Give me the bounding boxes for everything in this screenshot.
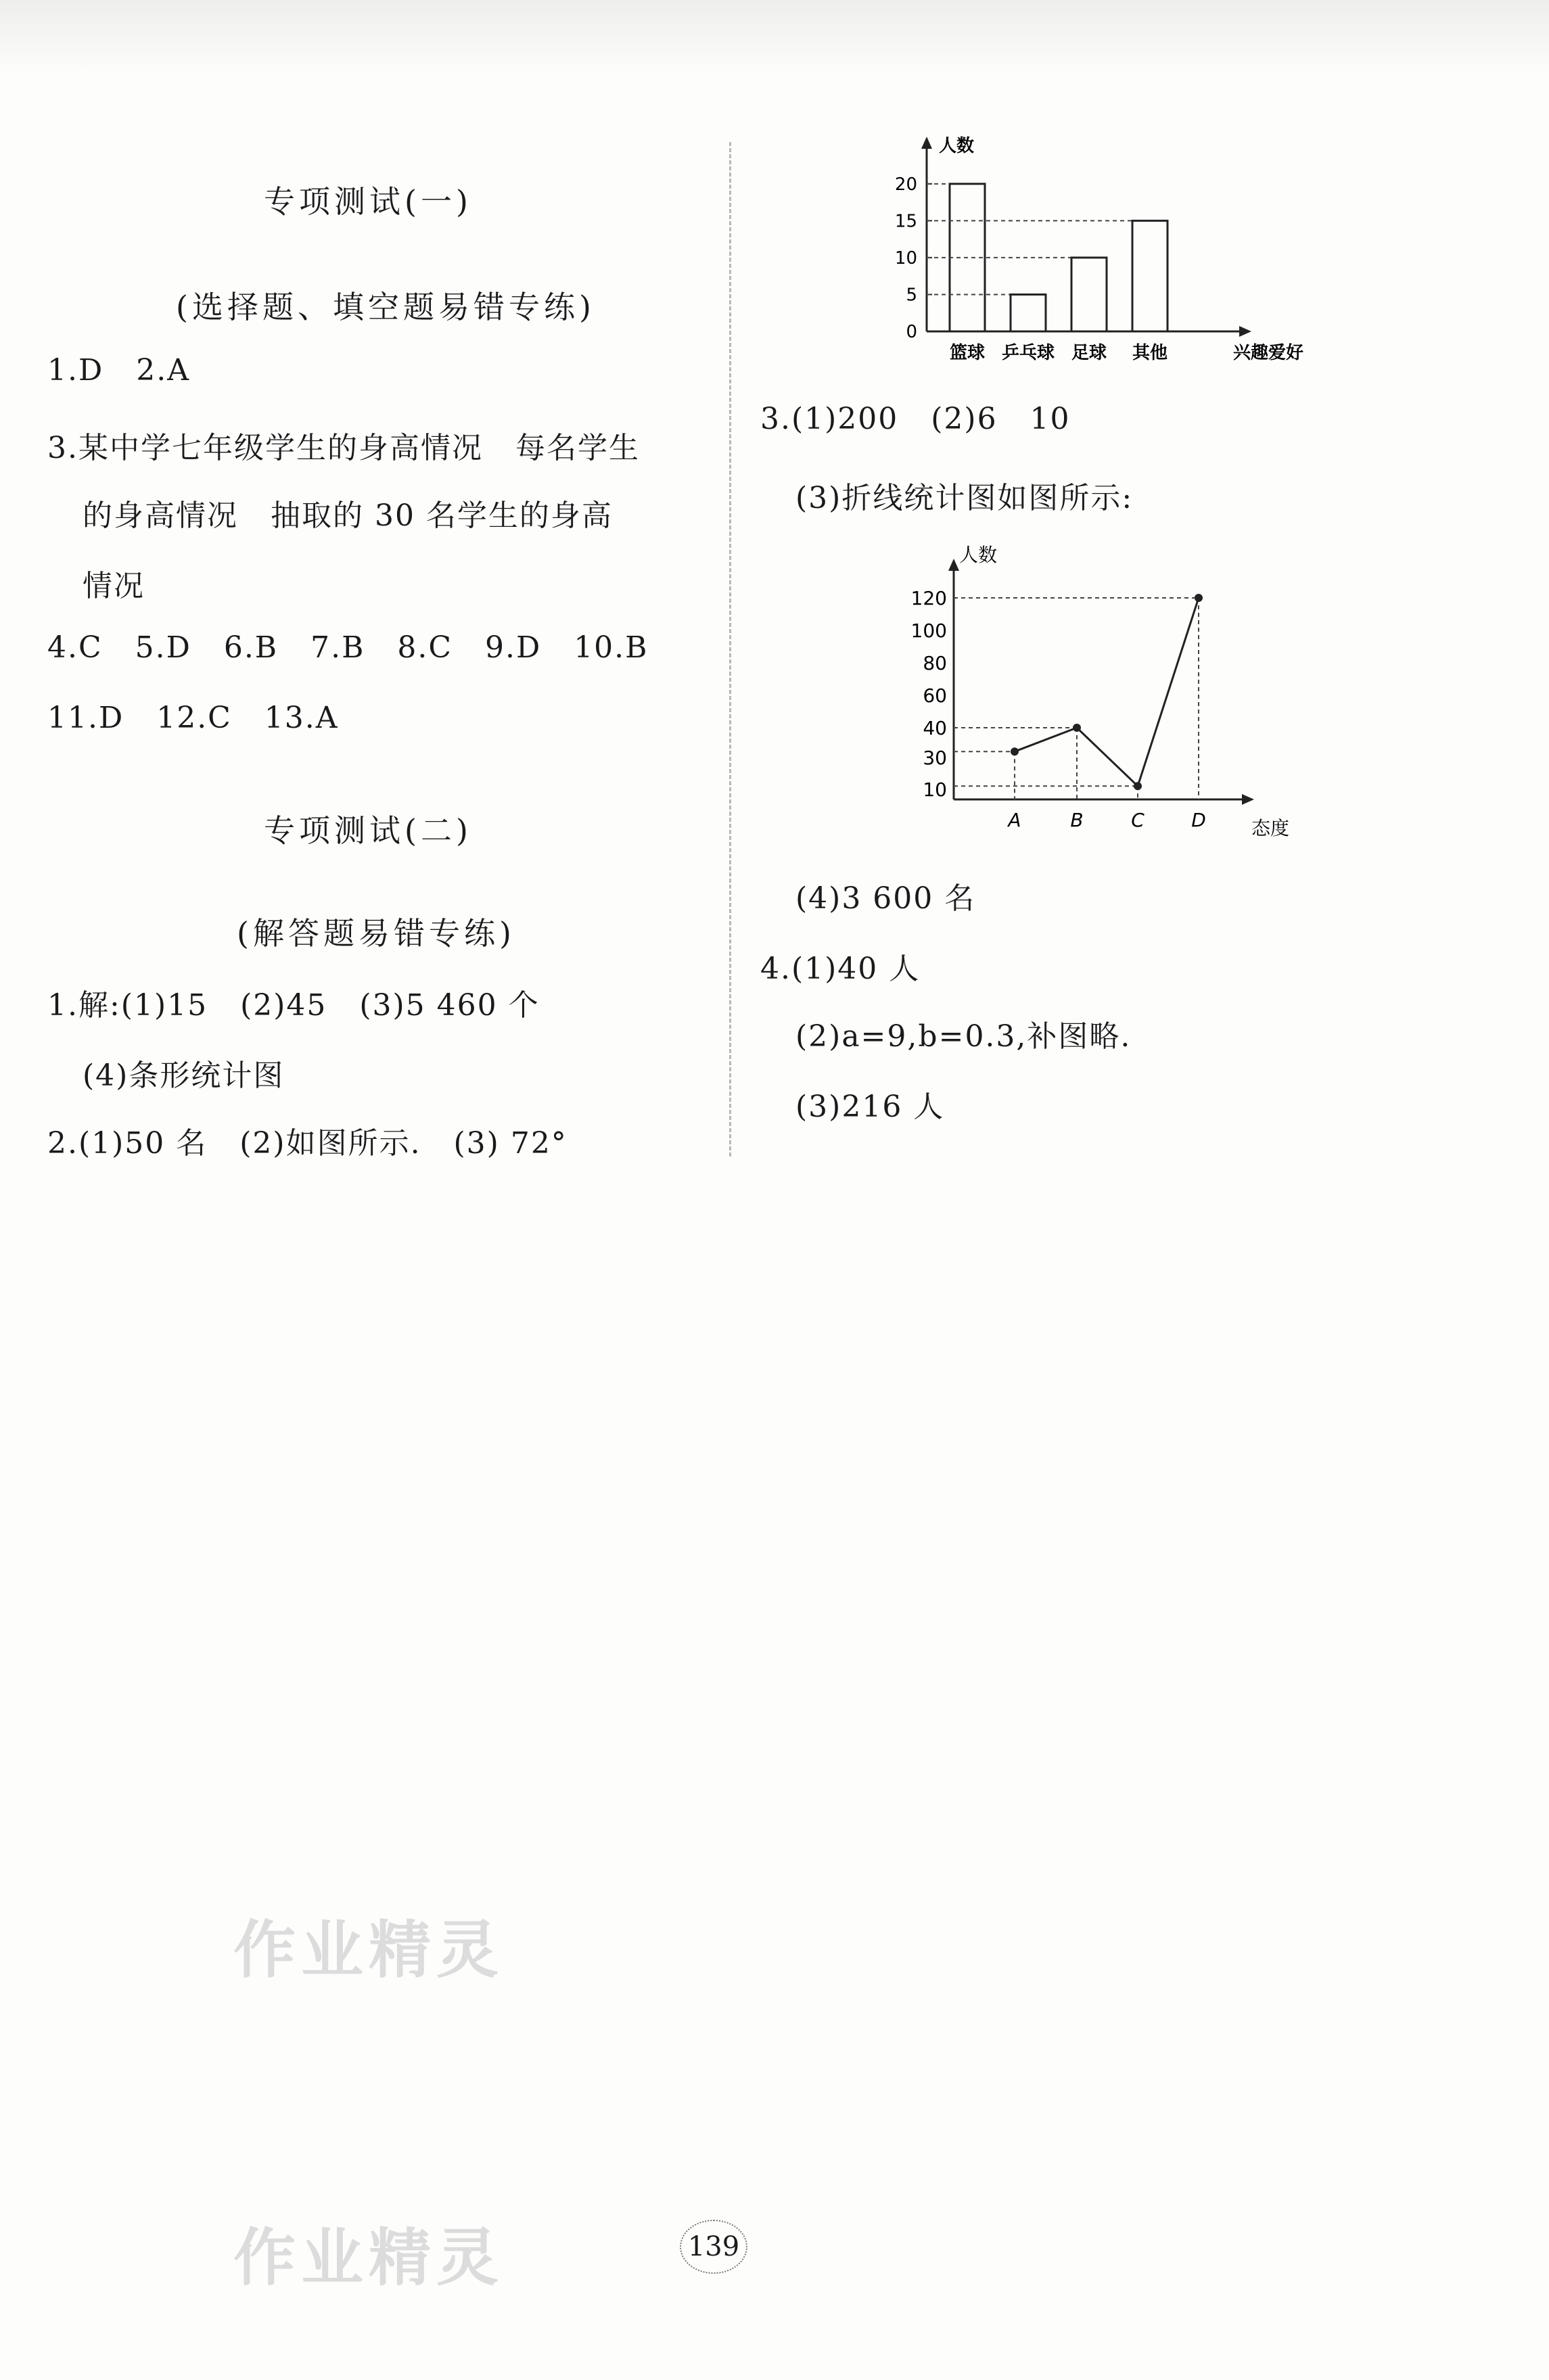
series-line (1015, 598, 1199, 786)
answer-line: 11.D 12.C 13.A (47, 701, 339, 735)
answer-line: 的身高情况 抽取的 30 名学生的身高 (83, 498, 613, 533)
y-tick-label: 30 (923, 747, 947, 769)
answer-line: (4)3 600 名 (795, 881, 976, 916)
y-tick-label: 10 (894, 248, 917, 269)
y-tick-label: 20 (894, 174, 917, 195)
y-tick-label: 10 (923, 778, 947, 801)
answer-line: 1.解:(1)15 (2)45 (3)5 460 个 (47, 988, 540, 1023)
y-axis-arrow (921, 137, 932, 149)
y-tick-label: 0 (906, 322, 917, 342)
answer-line: (3)折线统计图如图所示: (795, 481, 1134, 515)
answer-line: (3)216 人 (795, 1090, 945, 1124)
y-tick-label: 100 (910, 620, 947, 642)
answer-line: 4.C 5.D 6.B 7.B 8.C 9.D 10.B (47, 630, 649, 665)
bar (1011, 294, 1046, 331)
y-tick-label: 60 (923, 684, 947, 707)
x-tick-label: 乒乓球 (1001, 343, 1055, 363)
watermark: 作业精灵 (233, 1914, 505, 1986)
x-tick-label: 其他 (1132, 343, 1168, 363)
data-point (1134, 782, 1142, 790)
answer-line: 4.(1)40 人 (760, 952, 921, 986)
bar-chart (873, 129, 1319, 379)
answer-line: 情况 (83, 569, 145, 603)
answer-line: 1.D 2.A (47, 353, 190, 388)
data-point (1195, 594, 1203, 602)
y-tick-label: 80 (923, 652, 947, 674)
answer-line: (4)条形统计图 (83, 1058, 285, 1093)
page-number-text: 139 (687, 2231, 740, 2262)
column-divider (729, 142, 731, 1157)
x-axis-label: 态度 (1251, 817, 1290, 839)
bar (1132, 220, 1167, 331)
x-axis-arrow (1239, 326, 1251, 337)
x-tick-label: D (1191, 809, 1206, 831)
data-point (1073, 724, 1081, 732)
section-heading-2: 专项测试(二) (264, 812, 472, 849)
page-number (663, 2213, 764, 2281)
x-tick-label: 足球 (1071, 343, 1107, 363)
y-tick-label: 15 (894, 211, 917, 232)
x-tick-label: A (1008, 809, 1021, 831)
bar (1071, 258, 1107, 331)
y-tick-label: 40 (923, 717, 947, 739)
answer-line: (2)a=9,b=0.3,补图略. (795, 1019, 1132, 1054)
y-tick-label: 120 (910, 587, 947, 609)
data-point (1011, 747, 1019, 755)
watermark: 作业精灵 (233, 2222, 505, 2294)
scan-edge (0, 0, 1549, 74)
x-tick-label: C (1131, 809, 1145, 831)
section-subheading-1: (选择题、填空题易错专练) (176, 289, 595, 325)
answer-line: 3.某中学七年级学生的身高情况 每名学生 (47, 431, 640, 465)
section-subheading-2: (解答题易错专练) (237, 915, 515, 952)
answer-line: 2.(1)50 名 (2)如图所示. (3) 72° (47, 1126, 568, 1161)
x-tick-label: B (1070, 809, 1084, 831)
y-axis-arrow (948, 559, 959, 571)
x-axis-label: 兴趣爱好 (1232, 343, 1304, 363)
y-tick-label: 5 (906, 285, 917, 306)
y-axis-label: 人数 (939, 136, 975, 156)
x-tick-label: 篮球 (949, 343, 986, 363)
answer-line: 3.(1)200 (2)6 10 (760, 402, 1071, 436)
line-chart (900, 536, 1319, 847)
section-heading-1: 专项测试(一) (264, 183, 472, 220)
x-axis-arrow (1242, 794, 1254, 805)
y-axis-label: 人数 (959, 544, 998, 566)
